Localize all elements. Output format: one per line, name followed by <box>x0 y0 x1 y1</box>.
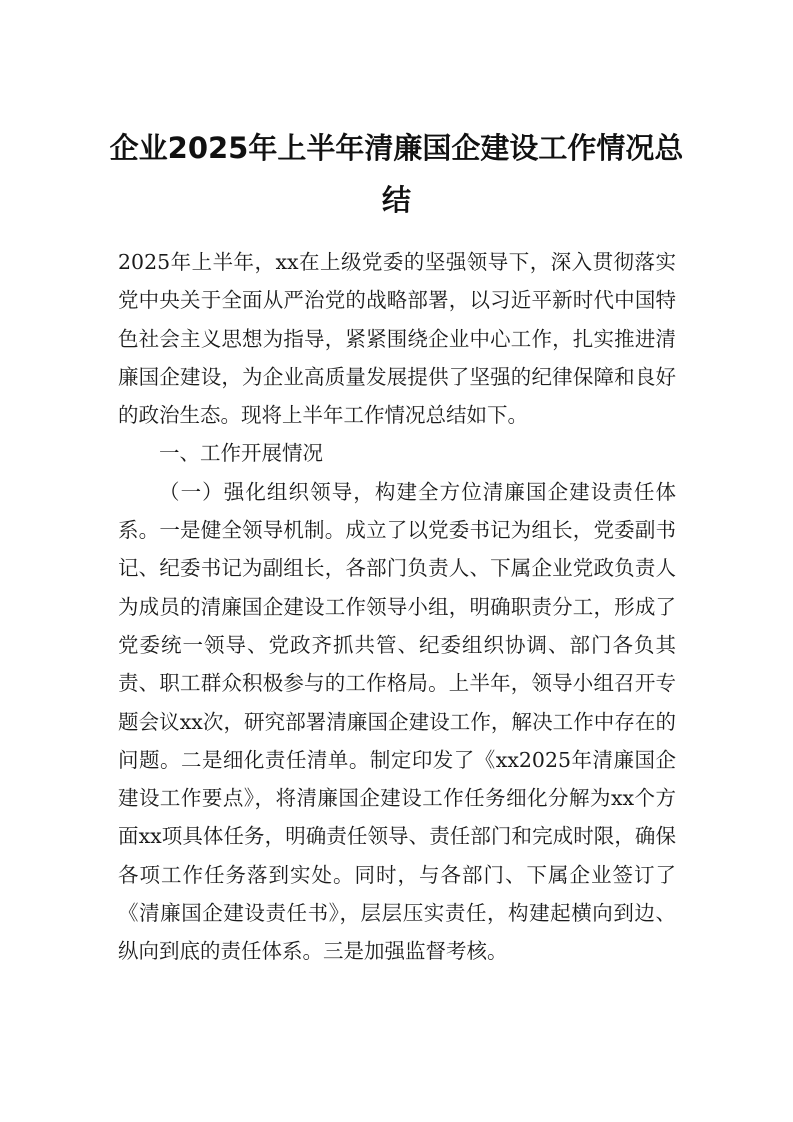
intro-paragraph: 2025年上半年，xx在上级党委的坚强领导下，深入贯彻落实党中央关于全面从严治党的战略部署，以习近平新时代中国特色社会主义思想为指导，紧紧围绕企业中心工作，扎实推进清廉国企建设，为企业高质量发展提供了坚强的纪律保障和良好的政治生态。现将上半年工作情况总结如下。 <box>118 250 676 428</box>
document-title: 企业2025年上半年清廉国企建设工作情况总结 <box>109 131 684 217</box>
body-paragraph: （一）强化组织领导，构建全方位清廉国企建设责任体系。一是健全领导机制。成立了以党委书记为组长，党委副书记、纪委书记为副组长，各部门负责人、下属企业党政负责人为成员的清廉国企建设工作领导小组，明确职责分工，形成了党委统一领导、党政齐抓共管、纪委组织协调、部门各负其责、职工群众积极参与的工作格局。上半年，领导小组召开专题会议xx次，研究部署清廉国企建设工作，解决工作中存在的问题。二是细化责任清单。制定印发了《xx2025年清廉国企建设工作要点》，将清廉国企建设工作任务细化分解为xx个方面xx项具体任务，明确责任领导、责任部门和完成时限，确保各项工作任务落到实处。同时，与各部门、下属企业签订了《清廉国企建设责任书》，层层压实责任，构建起横向到边、纵向到底的责任体系。三是加强监督考核。 <box>118 479 676 964</box>
section-heading: 一、工作开展情况 <box>159 441 323 466</box>
document-body <box>118 243 676 971</box>
